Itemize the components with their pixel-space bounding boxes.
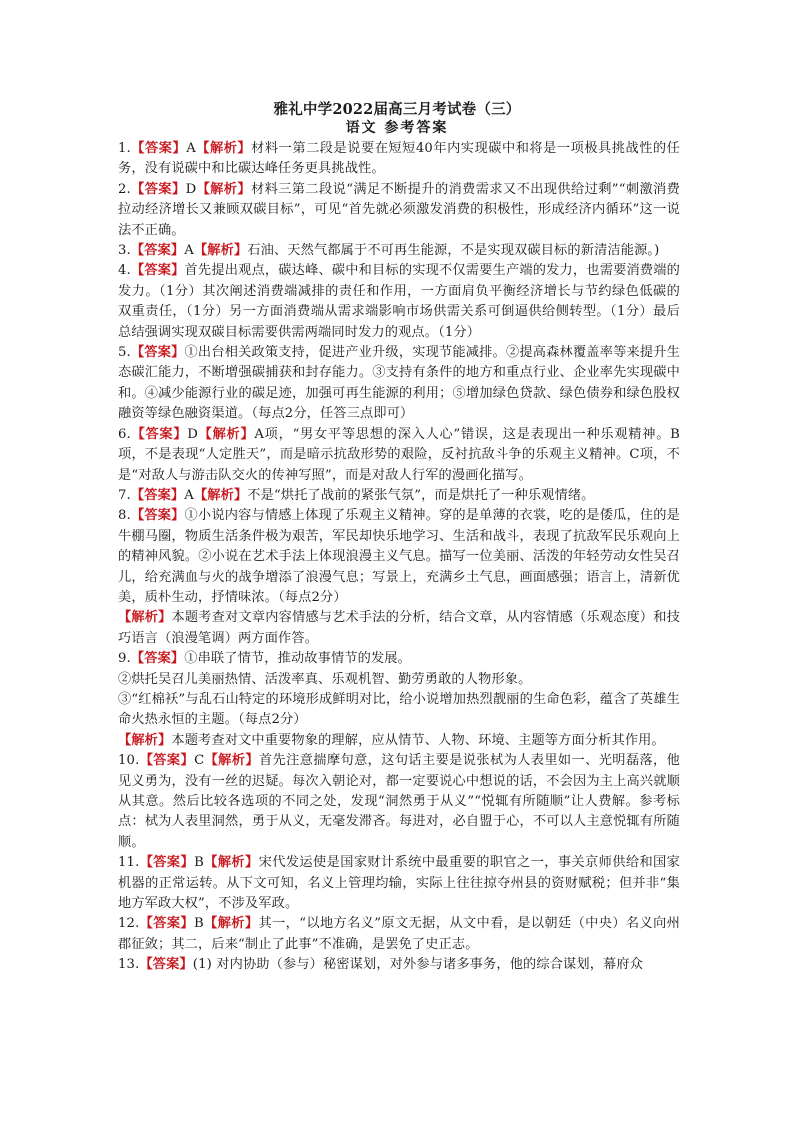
answer-item-11 <box>118 853 680 914</box>
answer-text: (1) 对内协助（参与）秘密谋划，对外参与诸多事务，他的综合谋划，幕府众 <box>192 957 644 973</box>
question-number: 7. <box>118 487 131 503</box>
question-number: 2. <box>118 181 131 197</box>
answer-item-8 <box>118 506 680 608</box>
answer-tag: 【答案】 <box>130 243 185 259</box>
answer-tag: 【答案】 <box>130 651 185 667</box>
answer-item-2 <box>118 180 680 241</box>
answer-item-7 <box>118 486 680 506</box>
question-number: 10. <box>118 753 140 769</box>
answer-tag: 【答案】 <box>130 141 187 156</box>
answer-tag: 【答案】 <box>139 753 195 769</box>
answer-choice: B <box>194 855 204 871</box>
question-number: 1. <box>118 141 131 156</box>
answer-item-3 <box>118 241 680 261</box>
answer-tag: 【答案】 <box>139 957 193 973</box>
analysis-tag: 【解析】 <box>195 141 252 156</box>
question-number: 11. <box>118 855 140 871</box>
answer-text: 石油、天然气都属于不可再生能源，不是实现双碳目标的新清洁能源。) <box>247 243 660 259</box>
answer-tag: 【答案】 <box>130 345 185 361</box>
analysis-item-8 <box>118 608 680 649</box>
question-number: 6. <box>118 426 131 442</box>
answer-item-6 <box>118 425 680 486</box>
answer-tag: 【答案】 <box>139 855 195 871</box>
answer-choice: C <box>194 753 205 769</box>
page-title: 雅礼中学2022届高三月考试卷（三） <box>273 101 521 118</box>
question-number: 8. <box>118 508 131 524</box>
answer-text: 其一，“以地方名义”原文无据，从文中看，是以朝廷（中央）名义向州郡征敛；其二，后来“制止了此事”不准确，是罢免了史正志。 <box>118 916 681 952</box>
answer-text: ①串联了情节，推动故事情节的发展。 <box>184 651 411 667</box>
answer-text: ①小说内容与情感上体现了乐观主义精神。穿的是单薄的衣裳，吃的是倭瓜，住的是牛棚马圈，物质生活条件极为艰苦，军民却快乐地学习、生活和战斗，表现了抗敌军民乐观向上的精神风貌。②小说在艺术手法上体现浪漫主义气息。描写一位美丽、活泼的年轻劳动女性吴召儿，给充满血与火的战争增添了浪漫气息；写景上，充满乡土气息，画面感强；语言上，清新优美，质朴生动，抒情味浓。（每点2分） <box>118 508 681 605</box>
answer-tag: 【答案】 <box>130 263 185 279</box>
answer-text: 宋代发运使是国家财计系统中最重要的职官之一，事关京师供给和国家机器的正常运转。从下文可知，名义上管理均输，实际上往往掠夺州县的资财赋税；但并非“集地方军政大权”，不涉及军政。 <box>118 855 680 912</box>
question-number: 5. <box>118 345 131 361</box>
analysis-tag: 【解析】 <box>196 181 251 197</box>
answer-text: 首先注意揣摩句意，这句话主要是说张栻为人表里如一、光明磊落，他见义勇为，没有一丝的迟疑。每次入朝论对，都一定要说心中想说的话，不会因为主上高兴就顺从其意。然后比较各选项的不同之处，发现“洞然勇于从义”“悦辄有所随顺”让人费解。参考标点：栻为人表里洞然，勇于从义，无毫发滞吝。每进对，必自盟于心，不可以人主意悦辄有所随顺。 <box>118 753 680 850</box>
analysis-tag: 【解析】 <box>203 855 259 871</box>
answer-item-12 <box>118 914 680 955</box>
answer-item-4 <box>118 261 680 343</box>
answer-tag: 【答案】 <box>130 426 188 442</box>
question-number: 3. <box>118 243 131 259</box>
answer-tag: 【答案】 <box>130 508 185 524</box>
answer-item-1 <box>118 139 680 180</box>
answer-choice: B <box>194 916 204 932</box>
title-block <box>0 100 794 138</box>
answer-item-9-point-2: ②烘托吴召儿美丽热情、活泼率真、乐观机智、勤劳勇敢的人物形象。 <box>118 671 532 687</box>
answer-text: 不是“烘托了战前的紧张气氛”，而是烘托了一种乐观情绪。 <box>247 487 595 503</box>
answer-content <box>118 139 680 976</box>
analysis-tag: 【解析】 <box>193 487 248 503</box>
answer-text: 材料一第二段是说要在短短40年内实现碳中和将是一项极具挑战性的任务，没有说碳中和比碳达峰任务更具挑战性。 <box>118 141 680 177</box>
answer-choice: A <box>184 487 194 503</box>
answer-text: 首先提出观点，碳达峰、碳中和目标的实现不仅需要生产端的发力，也需要消费端的发力。（1分）其次阐述消费端减排的责任和作用，一方面肩负平衡经济增长与节约绿色低碳的双重责任，（1分）另一方面消费端从需求端影响市场供需关系可倒逼供给侧转型。（1分）最后总结强调实现双碳目标需要供需两端同时发力的观点。（1分） <box>118 263 681 340</box>
analysis-text: 本题考查对文中重要物象的理解，应从情节、人物、环境、主题等方面分析其作用。 <box>171 732 665 748</box>
answer-choice: A <box>186 141 196 156</box>
analysis-tag: 【解析】 <box>198 426 255 442</box>
analysis-tag: 【解析】 <box>204 753 259 769</box>
analysis-tag: 【解析】 <box>193 243 248 259</box>
answer-tag: 【答案】 <box>130 487 185 503</box>
analysis-tag: 【解析】 <box>118 732 172 748</box>
analysis-text: 本题考查对文章内容情感与艺术手法的分析，结合文章，从内容情感（乐观态度）和技巧语言（浪漫笔调）两方面作答。 <box>118 610 680 646</box>
answer-choice: D <box>185 181 197 197</box>
analysis-tag: 【解析】 <box>203 916 259 932</box>
answer-text: ①出台相关政策支持，促进产业升级，实现节能减排。②提高森林覆盖率等来提升生态碳汇能力，不断增强碳捕获和封存能力。③支持有条件的地方和重点行业、企业率先实现碳中和。④减少能源行业的碳足迹，加强可再生能源的利用；⑤增加绿色贷款、绿色债券和绿色股权融资等绿色融资渠道。（每点2分，任答三点即可） <box>118 345 681 422</box>
analysis-item-9 <box>118 731 680 751</box>
answer-tag: 【答案】 <box>130 181 186 197</box>
answer-tag: 【答案】 <box>139 916 195 932</box>
answer-choice: D <box>187 426 199 442</box>
question-number: 9. <box>118 651 131 667</box>
answer-text: 材料三第二段说“满足不断提升的消费需求又不出现供给过剩”“刺激消费拉动经济增长又兼顾双碳目标”，可见“首先就必须激发消费的积极性，形成经济内循环”这一说法不正确。 <box>118 181 680 238</box>
question-number: 12. <box>118 916 140 932</box>
analysis-tag: 【解析】 <box>118 610 172 626</box>
answer-item-10 <box>118 751 680 853</box>
answer-text: A项，“男女平等思想的深入人心”错误，这是表现出一种乐观精神。B项，不是表现“人定胜天”，而是暗示抗敌形势的艰险，反衬抗敌斗争的乐观主义精神。C项，不是“对敌人与游击队交火的传神写照”，而是对敌人行军的漫画化描写。 <box>118 426 680 483</box>
answer-item-13 <box>118 955 680 975</box>
answer-choice: A <box>184 243 194 259</box>
question-number: 13. <box>118 957 140 973</box>
page-subtitle: 语文 参考答案 <box>345 120 449 136</box>
answer-item-9-point-3: ③“红棉袄”与乱石山特定的环境形成鲜明对比，给小说增加热烈靓丽的生命色彩，蕴含了英雄生命火热永恒的主题。（每点2分） <box>118 691 680 728</box>
answer-item-9 <box>118 649 680 669</box>
question-number: 4. <box>118 263 131 279</box>
answer-item-5 <box>118 343 680 425</box>
